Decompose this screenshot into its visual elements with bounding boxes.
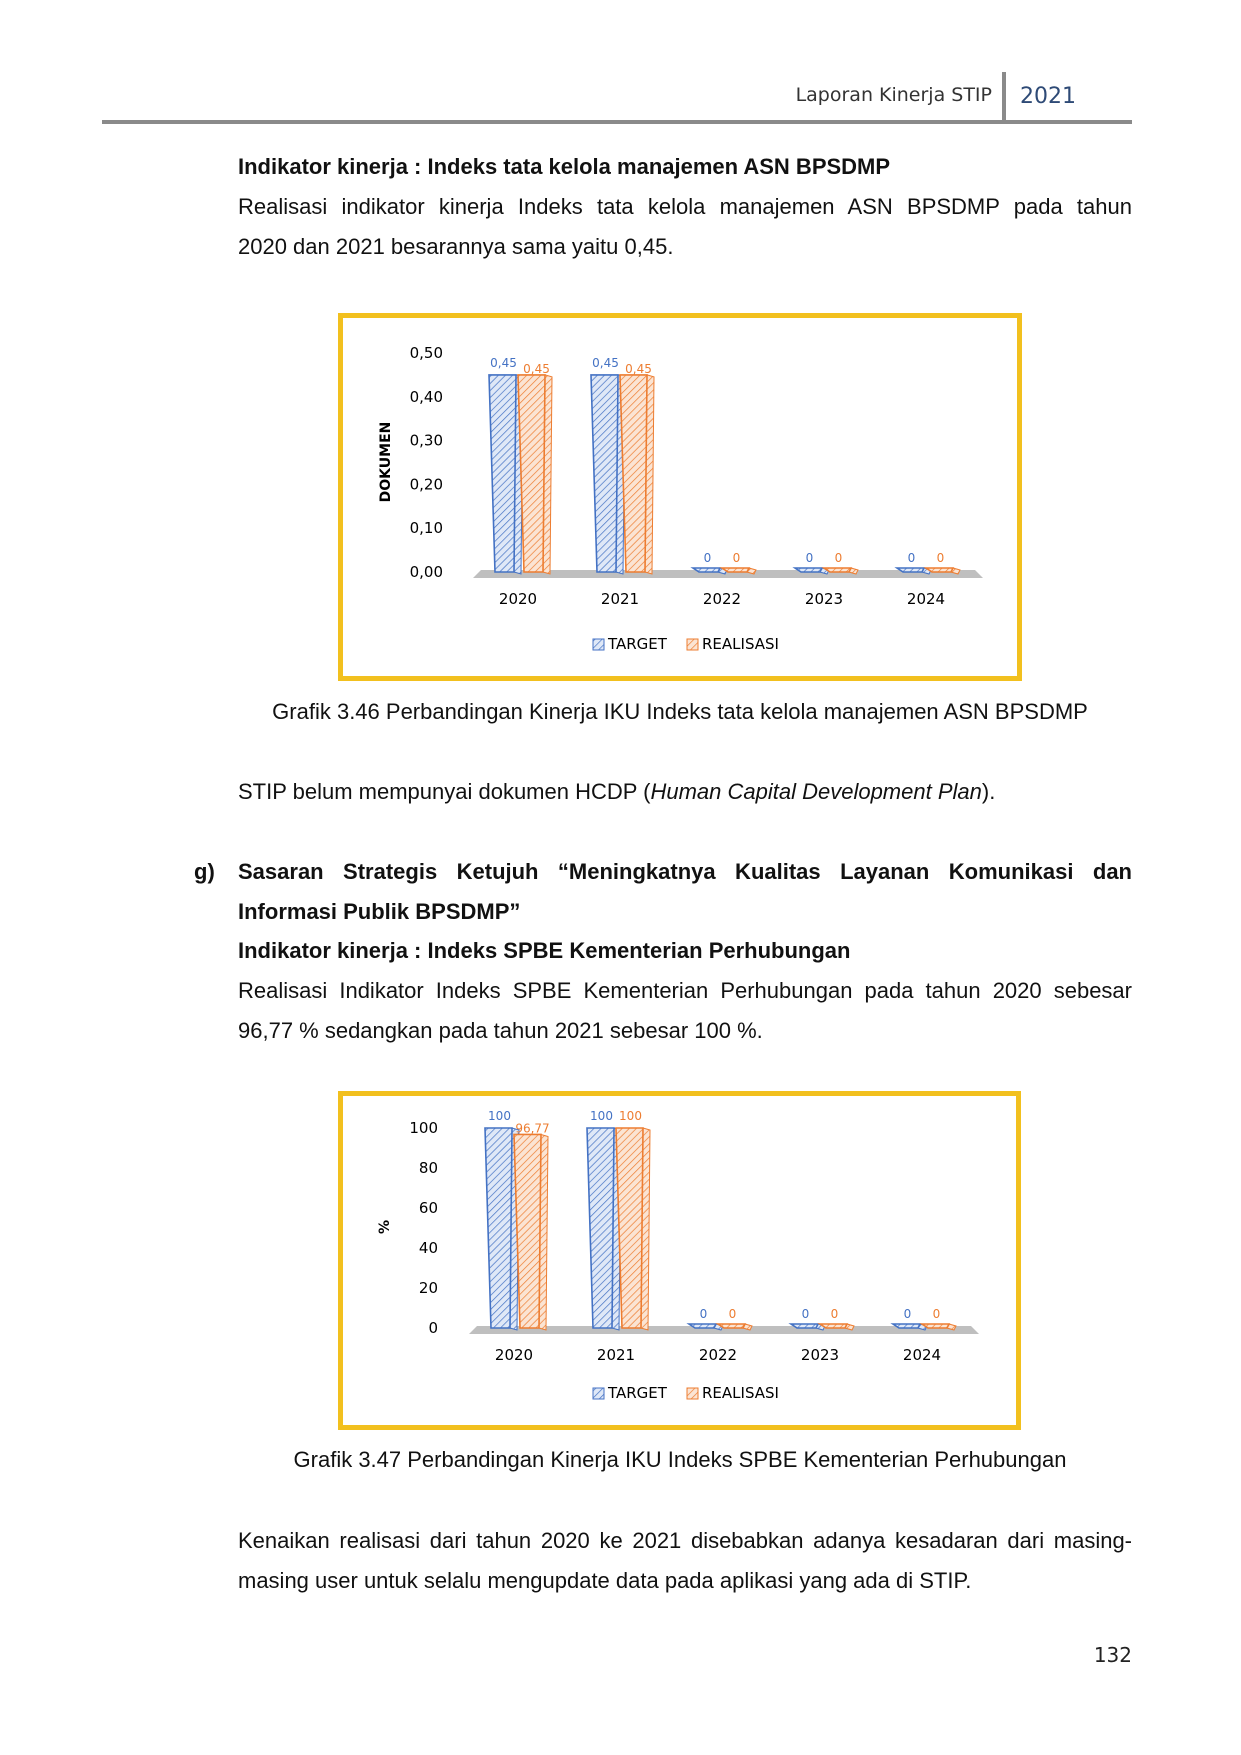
closing-line-2: masing user untuk selalu mengupdate data pada aplikasi yang ada di STIP. <box>238 1568 972 1593</box>
x-tick-label: 2022 <box>702 590 742 608</box>
data-label-realisasi: 0 <box>830 1307 839 1321</box>
data-label-realisasi: 0,45 <box>523 361 550 376</box>
hcdp-note <box>238 772 1132 812</box>
y-tick-label: 40 <box>418 1239 438 1257</box>
y-tick-label: 80 <box>418 1159 438 1177</box>
x-tick-label: 2023 <box>800 1346 840 1364</box>
chart-2-caption: Grafik 3.47 Perbandingan Kinerja IKU Indeks SPBE Kementerian Perhubungan <box>293 1447 1067 1472</box>
data-label-target: 0,45 <box>490 355 517 370</box>
running-header-title: Laporan Kinerja STIP <box>795 84 992 106</box>
data-label-target: 0 <box>801 1307 810 1321</box>
hcdp-note-end: ). <box>981 779 996 804</box>
data-label-realisasi: 0 <box>834 551 843 565</box>
x-tick-label: 2023 <box>804 590 844 608</box>
y-axis-label: DOKUMEN <box>378 421 394 503</box>
data-label-target: 0 <box>805 551 814 565</box>
bar-target-2020 <box>485 1128 519 1330</box>
bar-target-2020 <box>489 375 523 574</box>
bar-realisasi-2020 <box>514 1134 548 1330</box>
y-tick-label: 0 <box>428 1319 438 1337</box>
data-label-target: 0 <box>699 1307 708 1321</box>
x-tick-label: 2024 <box>902 1346 942 1364</box>
page-number: 132 <box>1093 1643 1132 1667</box>
data-label-realisasi: 100 <box>619 1109 642 1123</box>
y-tick-label: 0,20 <box>409 475 443 494</box>
data-label-realisasi: 0 <box>732 551 741 565</box>
hcdp-note-italic: Human Capital Development Plan <box>650 779 982 804</box>
bar-target-2021 <box>587 1128 621 1330</box>
chart-1-caption: Grafik 3.46 Perbandingan Kinerja IKU Indeks tata kelola manajemen ASN BPSDMP <box>272 699 1088 724</box>
running-header-year: 2021 <box>1020 84 1076 109</box>
indicator-heading-1: Indikator kinerja : Indeks tata kelola manajemen ASN BPSDMP <box>238 154 891 179</box>
bar-realisasi-2020 <box>518 375 552 574</box>
legend-label-target: TARGET <box>608 635 667 653</box>
header-divider <box>1002 72 1006 122</box>
legend-swatch-target <box>593 1388 604 1399</box>
data-label-target: 0 <box>703 551 712 565</box>
indicator-heading-2: Indikator kinerja : Indeks SPBE Kementerian Perhubungan <box>238 938 851 963</box>
data-label-target: 0 <box>907 551 916 565</box>
legend-swatch-target <box>593 639 604 650</box>
closing-line-1: Kenaikan realisasi dari tahun 2020 ke 2021 disebabkan adanya kesadaran dari masing- <box>238 1528 1132 1553</box>
strategic-goal-title-line-1: Sasaran Strategis Ketujuh “Meningkatnya Kualitas Layanan Komunikasi dan <box>238 859 1132 884</box>
paragraph-2-line-1: Realisasi Indikator Indeks SPBE Kementerian Perhubungan pada tahun 2020 sebesar <box>238 978 1132 1003</box>
bar-target-2021 <box>591 375 625 574</box>
x-tick-label: 2020 <box>498 590 538 608</box>
data-label-target: 100 <box>488 1109 511 1123</box>
paragraph-1-line-1: Realisasi indikator kinerja Indeks tata kelola manajemen ASN BPSDMP pada tahun <box>238 194 1132 219</box>
chart-1-frame <box>338 313 1022 681</box>
legend-label-realisasi: REALISASI <box>702 635 779 653</box>
y-tick-label: 0,40 <box>409 387 443 406</box>
y-tick-label: 0,50 <box>409 344 443 362</box>
chart-1 <box>343 318 1017 676</box>
legend-swatch-realisasi <box>687 1388 698 1399</box>
x-tick-label: 2021 <box>596 1346 636 1364</box>
strategic-goal-title-line-2: Informasi Publik BPSDMP” <box>238 899 521 924</box>
x-tick-label: 2024 <box>906 590 946 608</box>
data-label-realisasi: 96,77 <box>515 1121 550 1136</box>
y-tick-label: 20 <box>418 1279 438 1297</box>
paragraph-2-line-2: 96,77 % sedangkan pada tahun 2021 sebesar 100 %. <box>238 1018 763 1043</box>
hcdp-note-text: STIP belum mempunyai dokumen HCDP ( <box>238 779 651 804</box>
list-marker-g: g) <box>194 859 215 884</box>
bar-realisasi-2021 <box>616 1128 650 1330</box>
data-label-realisasi: 0 <box>728 1307 737 1321</box>
y-tick-label: 60 <box>418 1199 438 1217</box>
data-label-realisasi: 0,45 <box>625 361 652 376</box>
x-tick-label: 2020 <box>494 1346 534 1364</box>
data-label-target: 0 <box>903 1307 912 1321</box>
y-tick-label: 0,10 <box>409 519 443 538</box>
data-label-target: 100 <box>590 1109 613 1123</box>
legend-swatch-realisasi <box>687 639 698 650</box>
data-label-target: 0,45 <box>592 355 619 370</box>
y-axis-label: % <box>377 1219 393 1235</box>
y-tick-label: 0,00 <box>409 563 443 581</box>
y-tick-label: 0,30 <box>409 431 443 450</box>
data-label-realisasi: 0 <box>936 551 945 565</box>
x-tick-label: 2021 <box>600 590 640 608</box>
header-rule <box>102 120 1132 124</box>
data-label-realisasi: 0 <box>932 1307 941 1321</box>
y-tick-label: 100 <box>409 1119 438 1137</box>
chart-2 <box>343 1096 1016 1425</box>
legend-label-target: TARGET <box>608 1384 667 1402</box>
legend-label-realisasi: REALISASI <box>702 1384 779 1402</box>
bar-realisasi-2021 <box>620 375 654 574</box>
chart-2-frame <box>338 1091 1021 1430</box>
x-tick-label: 2022 <box>698 1346 738 1364</box>
paragraph-1-line-2: 2020 dan 2021 besarannya sama yaitu 0,45. <box>238 234 674 259</box>
